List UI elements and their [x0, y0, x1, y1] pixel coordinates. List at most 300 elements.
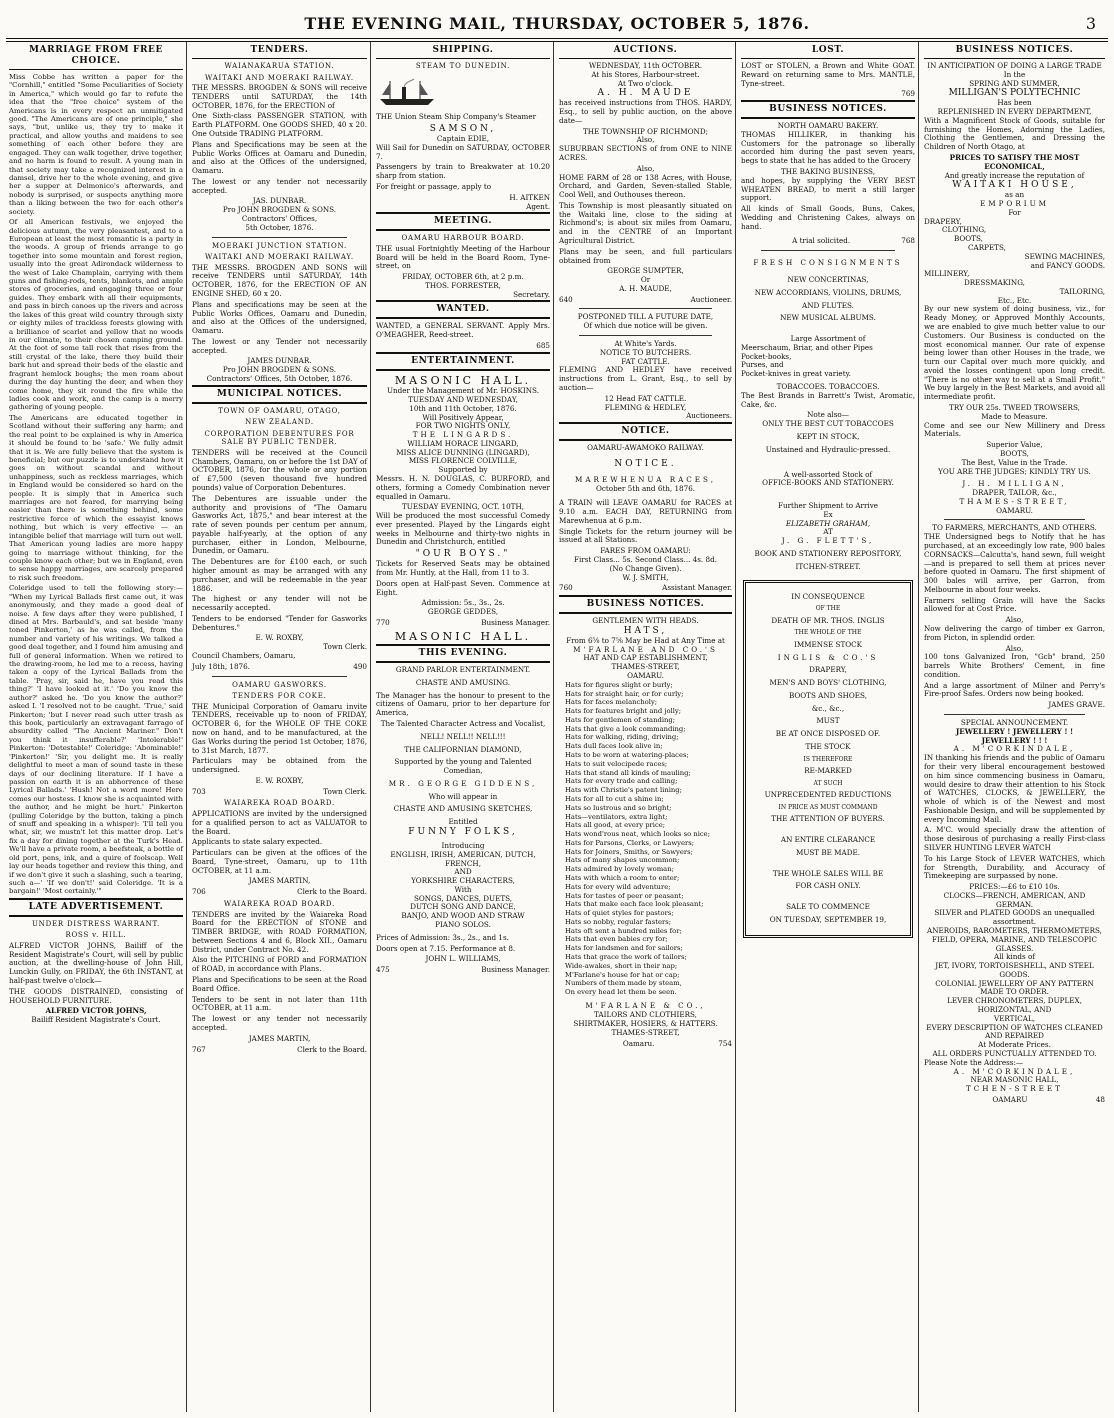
ent-line: DUTCH SONG AND DANCE,	[410, 902, 516, 912]
hats-list-item: Hats that give a look commanding;	[565, 724, 686, 733]
section-heading: BUSINESS NOTICES.	[924, 43, 1105, 59]
ent-body: Prices of Admission: 3s., 2s., and 1s.	[376, 932, 509, 942]
tender-body: Plans and specifications may be seen at the Public Works Offices, Oamaru and Dunedin, and also at the Offices of the undersigned, Oamaru.	[192, 299, 367, 336]
farmers-body: And a large assortment of Milner and Perry's Fire-proof Safes. Orders now being booked.	[924, 680, 1105, 699]
hats-footer: SHIRTMAKER, HOSIERS, & HATTERS.	[573, 1018, 718, 1028]
fresh-line: NEW ACCORDIANS, VIOLINS, DRUMS,	[754, 287, 902, 297]
special-heading: SPECIAL ANNOUNCEMENT.	[960, 718, 1069, 728]
shipping-body: For freight or passage, apply to	[376, 181, 492, 191]
bakery-title: NORTH OAMARU BAKERY.	[777, 121, 879, 131]
section-heading: WANTED.	[376, 300, 550, 319]
shipping-sub: STEAM TO DUNEDIN.	[415, 61, 511, 70]
box-line: IN CONSEQUENCE	[791, 591, 865, 601]
milligan-line: REPLENISHED IN EVERY DEPARTMENT,	[937, 107, 1092, 117]
tender-note: The lowest or any tender not necessarily accepted.	[192, 176, 367, 195]
notice-signature: Assistant Manager.	[662, 583, 732, 593]
hats-line: GENTLEMEN WITH HEADS.	[592, 616, 699, 626]
hats-list-item: Hats for every wild adventure;	[565, 882, 671, 891]
ad-number: 768	[901, 236, 915, 246]
fresh-line: Large Assortment of	[790, 334, 866, 344]
milligan-line: MILLIGAN'S POLYTECHNIC	[948, 88, 1081, 99]
ent-line: FUNNY FOLKS,	[408, 826, 518, 837]
milligan-line: And greatly increase the reputation of	[944, 170, 1085, 180]
hats-list-item: Hats for every trade and calling;	[565, 777, 678, 786]
divider	[212, 237, 347, 238]
ent-line: BANJO, AND WOOD AND STRAW	[401, 911, 525, 921]
special-signature: TCHEN-STREET	[966, 1084, 1063, 1094]
hats-line: HAT AND CAP ESTABLISHMENT,	[583, 653, 708, 663]
hats-list-item: Hats dull faces look alive in;	[565, 742, 663, 751]
ent-line: SONGS, DANCES, DUETS,	[413, 893, 513, 903]
notice-line: OAMARU-AWAMOKO RAILWAY.	[587, 443, 704, 453]
venue-title: MASONIC HALL.	[394, 373, 532, 387]
ent-line: MR. GEORGE GIDDENS,	[388, 778, 538, 788]
milligan-line: and FANCY GOODS.	[1030, 260, 1105, 270]
hats-list-item: Hats for features bright and jolly;	[565, 707, 682, 716]
ent-signature: Business Manager.	[481, 617, 550, 627]
fresh-line: The Best Brands in Barrett's Twist, Aromatic, Cake, &c.	[741, 390, 915, 409]
steamship-icon	[376, 77, 438, 107]
ent-line: AND	[454, 867, 472, 877]
ad-number: 685	[536, 341, 550, 350]
auction-line: At his Stores, Harbour-street.	[591, 69, 700, 79]
article-heading: MARRIAGE FROM FREE CHOICE.	[9, 43, 183, 70]
hats-line: THAMES-STREET,	[611, 662, 680, 672]
roadboard-body: Tenders to be sent in not later than 11th OCTOBER, at 11 a.m.	[192, 994, 367, 1013]
bakery-body: and hopes, by supplying the VERY BEST WHEATEN BREAD, to merit a still larger support.	[741, 175, 915, 203]
milligan-line: MILLINERY,	[924, 269, 970, 279]
notice-body: A TRAIN will LEAVE OAMARU for RACES at 9.10 a.m. EACH DAY, RETURNING from Marewhenua at 6 p.m.	[559, 498, 732, 525]
section-heading: AUCTIONS.	[559, 43, 732, 59]
fresh-line: J. G. FLETT'S,	[781, 536, 875, 546]
auction-line: At Two o'clock.	[617, 78, 674, 88]
municipal-signature: E. W. ROXBY,	[255, 633, 304, 643]
section-heading: THIS EVENING.	[376, 644, 550, 663]
ent-line: Admission: 5s., 3s., 2s.	[421, 598, 505, 608]
auction-body: has received instructions from THOS. HARDY, Esq., to sell by public auction, on the above date—	[559, 98, 732, 125]
column-4	[556, 42, 735, 1412]
auctioneer-name: A. H. MAUDE	[597, 88, 694, 99]
municipal-sub: TOWN OF OAMARU, OTAGO,	[218, 406, 341, 415]
farmers-line: Also,	[1005, 615, 1024, 625]
divider	[579, 335, 712, 336]
special-line: A. M'CORKINDALE,	[953, 744, 1076, 754]
box-line: AN ENTIRE CLEARANCE	[780, 835, 876, 845]
ent-line: TUESDAY EVENING, OCT. 10TH,	[401, 502, 525, 512]
auction-line: Auctioneer.	[690, 294, 732, 304]
box-line: ON TUESDAY, SEPTEMBER 19,	[769, 914, 887, 924]
masthead-rule	[6, 38, 1108, 39]
hats-list-item: Hats for walking, riding, driving;	[565, 733, 679, 742]
notice-line: First Class... 5s. Second Class... 4s. 8d.	[574, 555, 717, 565]
ent-line: NELL! NELL!! NELL!!!	[420, 731, 506, 741]
special-signature: A. M'CORKINDALE,	[953, 1066, 1076, 1076]
late-advertisement-heading: LATE ADVERTISEMENT.	[9, 898, 183, 917]
hats-list-item: Hats so nobby, regular fasters;	[565, 917, 672, 926]
farmers-body: THE Undersigned begs to Notify that he has purchased, at an exceedingly low rate, 900 bales CORNSACKS—Calcutta's, hand sewn, full weight—and is prepared to sell them at prices never before quoted in Oamaru. The first shipment of 300 bales will arrive, per Garron, from Melbourne in about four weeks.	[924, 532, 1105, 594]
hats-list-item: Hats for tastes of peer or peasant;	[565, 891, 684, 900]
municipal-signature: Council Chambers, Oamaru,	[192, 651, 296, 661]
late-body: ALFRED VICTOR JOHNS, Bailiff of the Resident Magistrate's Court, will sell by public auction, at the dwelling-house of John Hill, Lunckin Gully, on FRIDAY, the 6th INSTANT, at half-past twelve o'clock—	[9, 940, 183, 986]
tender-signature: Contractors' Offices,	[241, 213, 318, 223]
hats-list-item: Hats for straight hair, or for curly;	[565, 689, 684, 698]
box-line: IS THEREFORE	[803, 755, 853, 763]
fresh-line: Purses, and	[741, 360, 784, 370]
roadboard-note: The lowest or any tender not necessarily accepted.	[192, 1014, 367, 1032]
box-line: IMMENSE STOCK	[793, 639, 863, 649]
milligan-line: DRESSMAKING,	[964, 278, 1025, 288]
hats-line: M'FARLANE AND CO.'S	[573, 644, 718, 654]
milligan-line: Superior Value,	[986, 440, 1043, 450]
play-title: "OUR BOYS."	[415, 549, 511, 560]
milligan-line: CARPETS,	[968, 242, 1006, 252]
late-signature: ALFRED VICTOR JOHNS,	[45, 1006, 147, 1016]
special-line: LEVER CHRONOMETERS, DUPLEX, HORIZONTAL, AND	[947, 996, 1082, 1015]
roadboard-signature: Clerk to the Board.	[297, 1044, 367, 1054]
auction-line: NOTICE TO BUTCHERS.	[599, 347, 692, 357]
milligan-line: as an	[1004, 190, 1025, 200]
milligan-line: DRAPERY,	[924, 216, 962, 226]
ad-number: 770	[376, 617, 390, 627]
auction-body: FLEMING AND HEDLEY have received instructions from L. Grant, Esq., to sell by auction—	[559, 365, 732, 392]
roadboard-body: Applicants to state salary expected.	[192, 837, 323, 847]
column-rule	[553, 42, 554, 1412]
auction-body: SUBURBAN SECTIONS of from ONE to NINE ACRES.	[559, 144, 732, 162]
farmers-signature: JAMES GRAVE.	[1048, 700, 1105, 710]
fresh-line: AND FLUTES.	[802, 300, 854, 310]
tender-signature: JAS. DUNBAR.	[252, 196, 307, 206]
hats-list-item: Hats that make each face look pleasant;	[565, 900, 704, 909]
milligan-signature: THAMES-STREET,	[959, 496, 1070, 506]
ent-body: Doors open at 7.15. Performance at 8.	[376, 943, 516, 953]
venue-title: MASONIC HALL.	[394, 629, 532, 643]
ent-body: Will be produced the most successful Comedy ever presented. Played by the Lingards eight weeks in Melbourne and thirty-two nights in Dunedin and Christchurch, entitled	[376, 511, 550, 547]
municipal-body: The Debentures are issuable under the authority and provisions of "The Oamaru Gasworks Act, 1875," and bear interest at the rate of seven pounds per centum per annum, payable half-yearly, at the option of any purchaser, either in London, Melbourne, Dunedin, or Oamaru.	[192, 493, 367, 556]
late-sub: UNDER DISTRESS WARRANT.	[31, 919, 161, 928]
milligan-line: YOU ARE THE JUDGES; KINDLY TRY US.	[938, 466, 1091, 476]
ad-number: 490	[353, 661, 367, 671]
box-line: SALE TO COMMENCE	[786, 902, 870, 912]
special-line: VERTICAL,	[993, 1013, 1036, 1023]
auction-line: At White's Yards.	[614, 339, 677, 349]
shipping-body: THE Union Steam Ship Company's Steamer	[376, 112, 537, 122]
ent-line: The Talented Character Actress and Vocalist,	[380, 718, 546, 728]
special-line: ALL ORDERS PUNCTUALLY ATTENDED TO.	[932, 1048, 1097, 1058]
special-line: ANEROIDS, BAROMETERS, THERMOMETERS, FIELD, OPERA, MARINE, AND TELESCOPIC GLASSES.	[927, 926, 1102, 953]
gas-body: THE Municipal Corporation of Oamaru invite TENDERS, receivable up to noon of FRIDAY, OCTOBER 6, for the WHOLE OF THE COKE now on hand, and to be manufactured, at the Gas Works during the period 1st October, 1876, to 31st March, 1877.	[192, 701, 367, 755]
divider	[761, 250, 895, 251]
fresh-line: ELIZABETH GRAHAM,	[785, 518, 871, 528]
special-line: PRICES:—£6 to £10 10s.	[969, 882, 1060, 892]
special-body: IN thanking his friends and the public of Oamaru for their very liberal encouragement bestowed on him since commencing business in Oamaru, would desire to draw their attention to his Stock of WATCHES, CLOCKS, & JEWELLERY, the whole of which is of the Newest and most Fashionable Design, and will be supplemented by every Incoming Mail.	[924, 753, 1105, 824]
roadboard-body: APPLICATIONS are invited by the undersigned for a qualified person to act as VALUATOR to the Board.	[192, 809, 367, 836]
column-rule	[918, 42, 919, 1412]
hats-footer: Oamaru.	[622, 1038, 655, 1048]
auction-line: Of which due notice will be given.	[583, 321, 708, 331]
milligan-line: In the	[1003, 69, 1026, 79]
ent-body: The Manager has the honour to present to the citizens of Oamaru, prior to her departure for America,	[376, 690, 550, 718]
special-line: EVERY DESCRIPTION OF WATCHES CLEANED AND REPAIRED	[926, 1022, 1103, 1041]
municipal-signature: Town Clerk.	[323, 642, 367, 652]
farmers-body: Now delivering the cargo of timber ex Garron, from Picton, in splendid order.	[924, 624, 1105, 642]
milligan-signature: DRAPER, TAILOR, &c.,	[972, 488, 1057, 498]
milligan-line: Etc., Etc.	[997, 295, 1032, 305]
hats-list-item: Hats of quiet styles for pastors;	[565, 909, 674, 918]
ad-number: 640	[559, 294, 573, 304]
hats-list-item: Hats for figures slight or burly;	[565, 680, 673, 689]
hats-list-item: Wide-awakes, short in their nap;	[565, 961, 678, 970]
ent-line: CHASTE AND AMUSING.	[415, 677, 511, 687]
page-number: 3	[1085, 14, 1096, 33]
ent-line: YORKSHIRE CHARACTERS,	[411, 876, 515, 886]
shipping-body: Passengers by train to Breakwater at 10.20 sharp from station.	[376, 162, 550, 181]
newspaper-title: THE EVENING MAIL, THURSDAY, OCTOBER 5, 1876.	[304, 14, 810, 33]
milligan-line: CLOTHING,	[942, 225, 987, 235]
meeting-signature: THOS. FORRESTER,	[425, 280, 501, 290]
milligan-line: EMPORIUM	[979, 199, 1049, 209]
gas-sub: TENDERS FOR COKE.	[232, 692, 327, 701]
ent-body: Doors open at Half-past Seven. Commence at Eight.	[376, 578, 550, 597]
ad-number: 475	[376, 965, 390, 975]
inglis-sale-box	[743, 580, 913, 938]
notice-line: MAREWHENUA RACES,	[574, 474, 716, 484]
hats-list-item: Hats to suit velocipede races;	[565, 759, 668, 768]
milligan-line: Made to Measure.	[981, 411, 1048, 421]
tender-date: 5th October, 1876.	[245, 222, 314, 232]
milligan-line: Has been	[997, 98, 1032, 108]
special-line: All kinds of	[994, 952, 1035, 962]
milligan-line: TAILORING,	[1059, 286, 1105, 296]
hats-footer: THAMES-STREET,	[611, 1027, 680, 1037]
roadboard-sub: WAIAREKA ROAD BOARD.	[223, 799, 336, 808]
ad-number: 760	[559, 583, 573, 593]
box-line: DEATH OF MR. THOS. INGLIS	[771, 615, 885, 625]
fresh-line: A well-assorted Stock of	[783, 469, 873, 479]
auction-line: A. H. MAUDE,	[619, 283, 672, 293]
hats-list-item: Hats to be worn at watering-places;	[565, 751, 689, 760]
milligan-body: With a Magnificent Stock of Goods, suitable for furnishing the Homes, Adorning the Ladies, Clothing the Gentlemen, and Dressing the Children of North Otago, at	[924, 115, 1105, 152]
gas-body: Particulars may be obtained from the undersigned.	[192, 756, 367, 775]
municipal-body: The highest or any tender will not be necessarily accepted.	[192, 594, 367, 613]
tender-signature: JAMES DUNBAR.	[247, 356, 312, 366]
bakery-body: All kinds of Small Goods, Buns, Cakes, Wedding and Christening Cakes, always on hand.	[741, 204, 915, 231]
farmers-body: 100 tons Galvanized Iron, "Gcb" brand, 250 barrels White Brothers' Cement, in fine condition.	[924, 652, 1105, 679]
tender-body: THE MESSRS. BROGDEN AND SONS will receive TENDERS until SATURDAY, 14th OCTOBER, 1876, for the ERECTION OF AN ENGINE SHED, 60 x 20.	[192, 262, 367, 298]
tender-signature: Pro JOHN BROGDEN & SONS.	[222, 205, 337, 215]
tender-sub: WAIANAKARUA STATION.	[224, 61, 335, 70]
fresh-line: ONLY THE BEST CUT TOBACCOES	[762, 419, 894, 429]
milligan-line: TRY OUR 25s. TWEED TROWSERS,	[949, 403, 1080, 413]
fresh-line: OFFICE-BOOKS AND STATIONERY.	[762, 478, 894, 488]
fresh-line: AT	[823, 527, 833, 537]
special-body: To his Large Stock of LEVER WATCHES, which for Strength, Durability, and Accuracy of Timekeeping are surpassed by none.	[924, 853, 1105, 881]
fresh-line: NEW MUSICAL ALBUMS.	[780, 313, 876, 323]
auction-line: WEDNESDAY, 11th OCTOBER.	[588, 60, 703, 70]
hats-list-item: Hats all good, at every price;	[565, 821, 666, 830]
box-line: BOOTS AND SHOES,	[788, 690, 867, 700]
hats-list-item: Hats so lustrous and so bright;	[565, 803, 672, 812]
hats-list-item: Hats of many shapes uncommon;	[565, 856, 680, 865]
hats-list-item: Hats for gentlemen of standing;	[565, 715, 676, 724]
late-signature-title: Bailiff Resident Magistrate's Court.	[31, 1015, 161, 1025]
auction-signature: Auctioneers.	[686, 411, 732, 421]
auction-line: 12 Head FAT CATTLE.	[604, 393, 687, 403]
ent-signature: Business Manager.	[481, 965, 550, 975]
box-line: INGLIS & CO.'S	[777, 652, 879, 662]
municipal-body: Tenders to be endorsed "Tender for Gasworks Debentures."	[192, 613, 367, 632]
box-line: RE-MARKED	[804, 766, 852, 776]
tender-sub: MOERAKI JUNCTION STATION.	[211, 241, 348, 250]
masthead	[0, 0, 1114, 44]
ent-signature: JOHN L. WILLIAMS,	[425, 954, 501, 964]
ent-line: Under the Management of Mr. HOSKINS.	[387, 386, 539, 396]
ship-captain: Captain EDIE,	[436, 134, 490, 144]
hats-list-item: Hats for faces melancholy;	[565, 698, 658, 707]
fresh-line: KEPT IN STOCK,	[796, 431, 860, 441]
ent-line: GRAND PARLOR ENTERTAINMENT.	[395, 665, 531, 675]
divider	[579, 308, 712, 309]
municipal-sub: CORPORATION DEBENTURES FOR SALE BY PUBLIC TENDER.	[204, 429, 355, 447]
milligan-line: BOOTS,	[1000, 448, 1029, 458]
hats-list-item: Hats with Christie's patent lining;	[565, 786, 682, 795]
column-5	[738, 42, 918, 1412]
article-paragraph: Of all American festivals, we enjoyed the delicious autumn, the very pleasantest, and to a European at least the most romantic is a party in the woods. A group of friends arrange to go together into some mountain and forest region, usually into the great Adirondack wilderness to the west of Lake Champlain, carrying with them guns and fishing-rods, tents, blankets, and ample stores of groceries, and engaging three or four guides. They embark with all their equipments, and pass in birch canoes up the rivers and across the lakes of this great wild country through sixty or eighty miles of trackless forests glowing with a brilliance of scarlet and yellow that no woods in our climate, to their chosen camping ground. At the foot of some tall rock that rises from the still crystal of the lake, there they build their bark hut and spread their beds of the elastic and fragrant hemlock boughs; the men roam about during the day hunting the deer, and when they come home, they sit round the fire while the ladies cook and work, and the camp is a merry gathering of young people.	[9, 218, 183, 412]
hats-list-item: Hats that even babies cry for;	[565, 935, 668, 944]
hats-line: From 6⅝ to 7⅝ May be Had at Any Time at	[566, 635, 725, 645]
late-goods: THE GOODS DISTRAINED, consisting of HOUSEHOLD FURNITURE.	[9, 986, 183, 1005]
ent-cast: WILLIAM HORACE LINGARD,	[407, 438, 519, 448]
column-rule	[186, 42, 187, 1412]
auction-line: GEORGE SUMPTER,	[607, 266, 684, 276]
shipping-agent: H. AITKEN	[509, 192, 550, 202]
fresh-line: Pocket-books,	[741, 351, 792, 361]
tender-signature: Contractors' Offices, 5th October, 1876.	[206, 373, 353, 383]
tender-body: THE MESSRS. BROGDEN & SONS will receive TENDERS until SATURDAY, the 14th OCTOBER, 1876, for the ERECTION of	[192, 83, 367, 110]
section-heading: BUSINESS NOTICES.	[741, 100, 915, 119]
hats-list-item: M'Farlane's house for hat or cap;	[565, 970, 680, 979]
tender-items: One Sixth-class PASSENGER STATION, with Earth PLATFORM. One GOODS SHED, 40 x 20. One Outside TRADING PLATFORM.	[192, 111, 367, 138]
notice-signature: W. J. SMITH,	[622, 572, 669, 582]
box-line: MEN'S AND BOYS' CLOTHING,	[769, 678, 887, 688]
gas-signature: E. W. ROXBY,	[255, 775, 304, 785]
roadboard-body: TENDERS are invited by the Waiareka Road Board for the ERECTION of STONE and TIMBER BRIDGE, with ROAD FORMATION, between Sections 4 and 6, Block XII., Oamaru District, under Contract No. 42.	[192, 909, 367, 954]
roadboard-signature: Clerk to the Board.	[297, 887, 367, 897]
special-signature: OAMARU	[992, 1094, 1028, 1104]
special-signature: NEAR MASONIC HALL,	[970, 1075, 1059, 1085]
farmers-body: Farmers selling Grain will have the Sacks allowed for at Cost Price.	[924, 595, 1105, 614]
lost-body: LOST or STOLEN, a Brown and White GOAT. Reward on returning same to Mrs. MANTLE, Tyne-street.	[741, 60, 915, 88]
hats-list-item: Hats—ventilators, extra light;	[565, 812, 668, 821]
box-line: THE WHOLE OF THE	[794, 629, 862, 637]
section-heading: MUNICIPAL NOTICES.	[192, 385, 367, 404]
notice-body: Single Tickets for the return journey will be issued at all Stations.	[559, 526, 732, 545]
gas-sub: OAMARU GASWORKS.	[232, 680, 327, 689]
milligan-body: Come and see our New Millinery and Dress Materials.	[924, 420, 1105, 439]
ship-name: SAMSON,	[429, 124, 497, 135]
meeting-signature: Secretary.	[513, 289, 550, 299]
hats-list-item: Hats for Joiners, Smiths, or Sawyers;	[565, 847, 693, 856]
special-line: JEWELLERY ! JEWELLERY ! !	[955, 726, 1074, 736]
hats-list-item: Hats for Parsons, Clerks, or Lawyers;	[565, 838, 695, 847]
municipal-sub: NEW ZEALAND.	[245, 418, 314, 427]
hats-list-item: Hats for all to cut a shine in;	[565, 794, 664, 803]
box-line: &c., &c.,	[811, 703, 845, 713]
roadboard-sub: WAIAREKA ROAD BOARD.	[223, 900, 336, 909]
special-line: JEWELLERY ! ! !	[981, 735, 1048, 745]
box-line: IN PRICE AS MUST COMMAND	[778, 803, 878, 811]
roadboard-body: Also the PITCHING of FORD and FORMATION of ROAD, in accordance with Plans.	[192, 955, 367, 974]
ent-line: THE CALIFORNIAN DIAMOND,	[404, 744, 522, 754]
column-1	[6, 42, 186, 1412]
tender-note: The lowest or any Tender not necessarily accepted.	[192, 336, 367, 355]
hats-footer: M'FARLANE & CO.,	[585, 1001, 706, 1011]
box-line: OF THE	[815, 605, 841, 613]
auction-body: This Township is most pleasantly situated on the Waitaki line, close to the siding at Richmond's; is about six miles from Oamaru, and in the CENTRE of an Important Agricultural District.	[559, 200, 732, 245]
ent-line: PIANO SOLOS.	[435, 919, 491, 929]
box-line: MUST BE MADE.	[795, 847, 861, 857]
meeting-sub: OAMARU HARBOUR BOARD.	[401, 234, 525, 243]
tender-sub: WAITAKI AND MOERAKI RAILWAY.	[205, 253, 354, 262]
fresh-line: Meerschaum, Briar, and other Pipes	[741, 342, 873, 352]
milligan-line: For	[1008, 207, 1021, 217]
ent-signature: GEORGE GEDDES,	[427, 607, 499, 617]
hats-list-item: Hats wond'rous neat, which looks so nice;	[565, 830, 710, 839]
box-line: DRAPERY,	[809, 665, 847, 675]
notice-line: October 5th and 6th, 1876.	[595, 483, 696, 493]
fresh-title: FRESH CONSIGNMENTS	[753, 258, 903, 268]
special-body: A. M'C. would specially draw the attention of those desirous of purchasing a really First-class SILVER HUNTING LEVER WATCH	[924, 825, 1105, 852]
notice-line: (No Change Given).	[609, 563, 682, 573]
column-6	[921, 42, 1108, 1412]
special-line: JET, IVORY, TORTOISESHELL, AND STEEL GOODS.	[935, 961, 1094, 979]
municipal-body: The Debentures are for £100 each, or such higher amount as may be arranged with any purchaser, and will be redeemable in the year 1886.	[192, 557, 367, 593]
ent-line: Entitled	[448, 817, 478, 827]
hats-list-item: Hats that stand all kinds of mauling;	[565, 768, 691, 777]
special-line: SILVER and PLATED GOODS an unequalled assortment.	[934, 908, 1095, 927]
fresh-line: ITCHEN-STREET.	[795, 561, 861, 571]
municipal-date: July 18th, 1876.	[192, 661, 250, 671]
column-rule	[735, 42, 736, 1412]
tender-signature: Pro JOHN BROGDEN & SONS.	[222, 365, 337, 375]
box-line: THE ATTENTION OF BUYERS.	[771, 814, 885, 824]
ent-line: THE LINGARDS.	[412, 430, 514, 440]
article-paragraph: Coleridge used to tell the following story:— "When my Lyrical Ballads first came out, it was anonymously, and they made a good deal of noise. A few days after they were published, I dined at Mrs. Barbauld's, and sat beside 'many toned Pinkerton,' as he was called, from the number and variety of his writings. We talked a good deal together, and I found him amusing and full of general information. When we retired to the drawing-room, he led me to a recess, having taken a copy of the Lyrical Ballads from the table. 'Pray, sir, said he, have you read this thing?' 'I have looked at it.' 'Do you know the author?' asked he. 'Do you know the author?' asked I. 'I resolved not to be caught. 'True,' said Pinkerton; 'but I never read such utter trash as this book, particularly an extravagant farrago of absurdity called "The Ancient Mariner." Don't you think it insufferable?' 'Intolerable!' Pinkerton: 'Detestable!' Coleridge: 'Abominable!' 'Pinkerton!' 'Sir, you delight me. It is really delightful to meet a man of sound taste in these days of our declining literature. If I have a passion on earth it is an abhorrence of these Lyrical Ballads.' 'Hush! Not a word more! Here comes our hostess. I know she is acquainted with the author, and he might be hurt.' Pinkerton (pulling Coleridge by the button, taking a pinch of snuff and speaking in a whisper): 'I'll tell you what, sir, we mustn't let this matter drop. Let's fix a day for dining together at the Turk's Head. We'll have a private room, a beefsteak, a bottle of old port, pens, ink, and a quire of foolscap. Well lay our heads together and review this thing, and if we don't give it such a slashing, such a tearing, such a—' 'If we don't!' said Coleridge. 'It is a bargain!' 'Most certainly.'"	[9, 584, 183, 896]
auction-line: FAT CATTLE.	[621, 356, 670, 366]
auction-line: Also,	[636, 135, 655, 145]
roadboard-body: Particulars can be given at the offices of the Board, Tyne-street, Oamaru, up to 11th OCTOBER, at 11 a.m.	[192, 848, 367, 875]
hats-list	[565, 681, 732, 997]
ent-line: Supported by the young and Talented Comedian,	[394, 757, 532, 776]
milligan-signature: OAMARU.	[996, 505, 1033, 515]
bakery-body: THOMAS HILLIKER, in thanking his Customers for the patronage so liberally accorded him during the past seven years, begs to state that he has added to the Grocery	[741, 129, 915, 166]
milligan-line: The Best, Value in the Trade.	[961, 457, 1068, 467]
auction-signature: FLEMING & HEDLEY,	[604, 402, 687, 412]
box-line: FOR CASH ONLY.	[795, 881, 861, 891]
divider	[944, 714, 1085, 715]
ent-line: CHASTE AND AMUSING SKETCHES,	[393, 804, 533, 814]
column-rule	[370, 42, 371, 1412]
hats-line: HATS,	[623, 625, 668, 636]
column-2	[189, 42, 370, 1412]
special-line: At Moderate Prices.	[978, 1040, 1051, 1050]
hats-list-item: On every head let them be seen.	[565, 988, 677, 997]
fresh-line: NEW CONCERTINAS,	[787, 275, 869, 284]
special-line: CLOCKS—FRENCH, AMERICAN, AND GERMAN.	[943, 890, 1086, 909]
ent-body: Messrs. H. N. DOUGLAS, C. BURFORD, and others, forming a Comedy Combination never equalled in Oamaru.	[376, 473, 550, 501]
section-heading: LOST.	[741, 43, 915, 59]
fresh-line: Further Shipment to Arrive	[777, 501, 879, 511]
section-heading: SHIPPING.	[376, 43, 550, 59]
